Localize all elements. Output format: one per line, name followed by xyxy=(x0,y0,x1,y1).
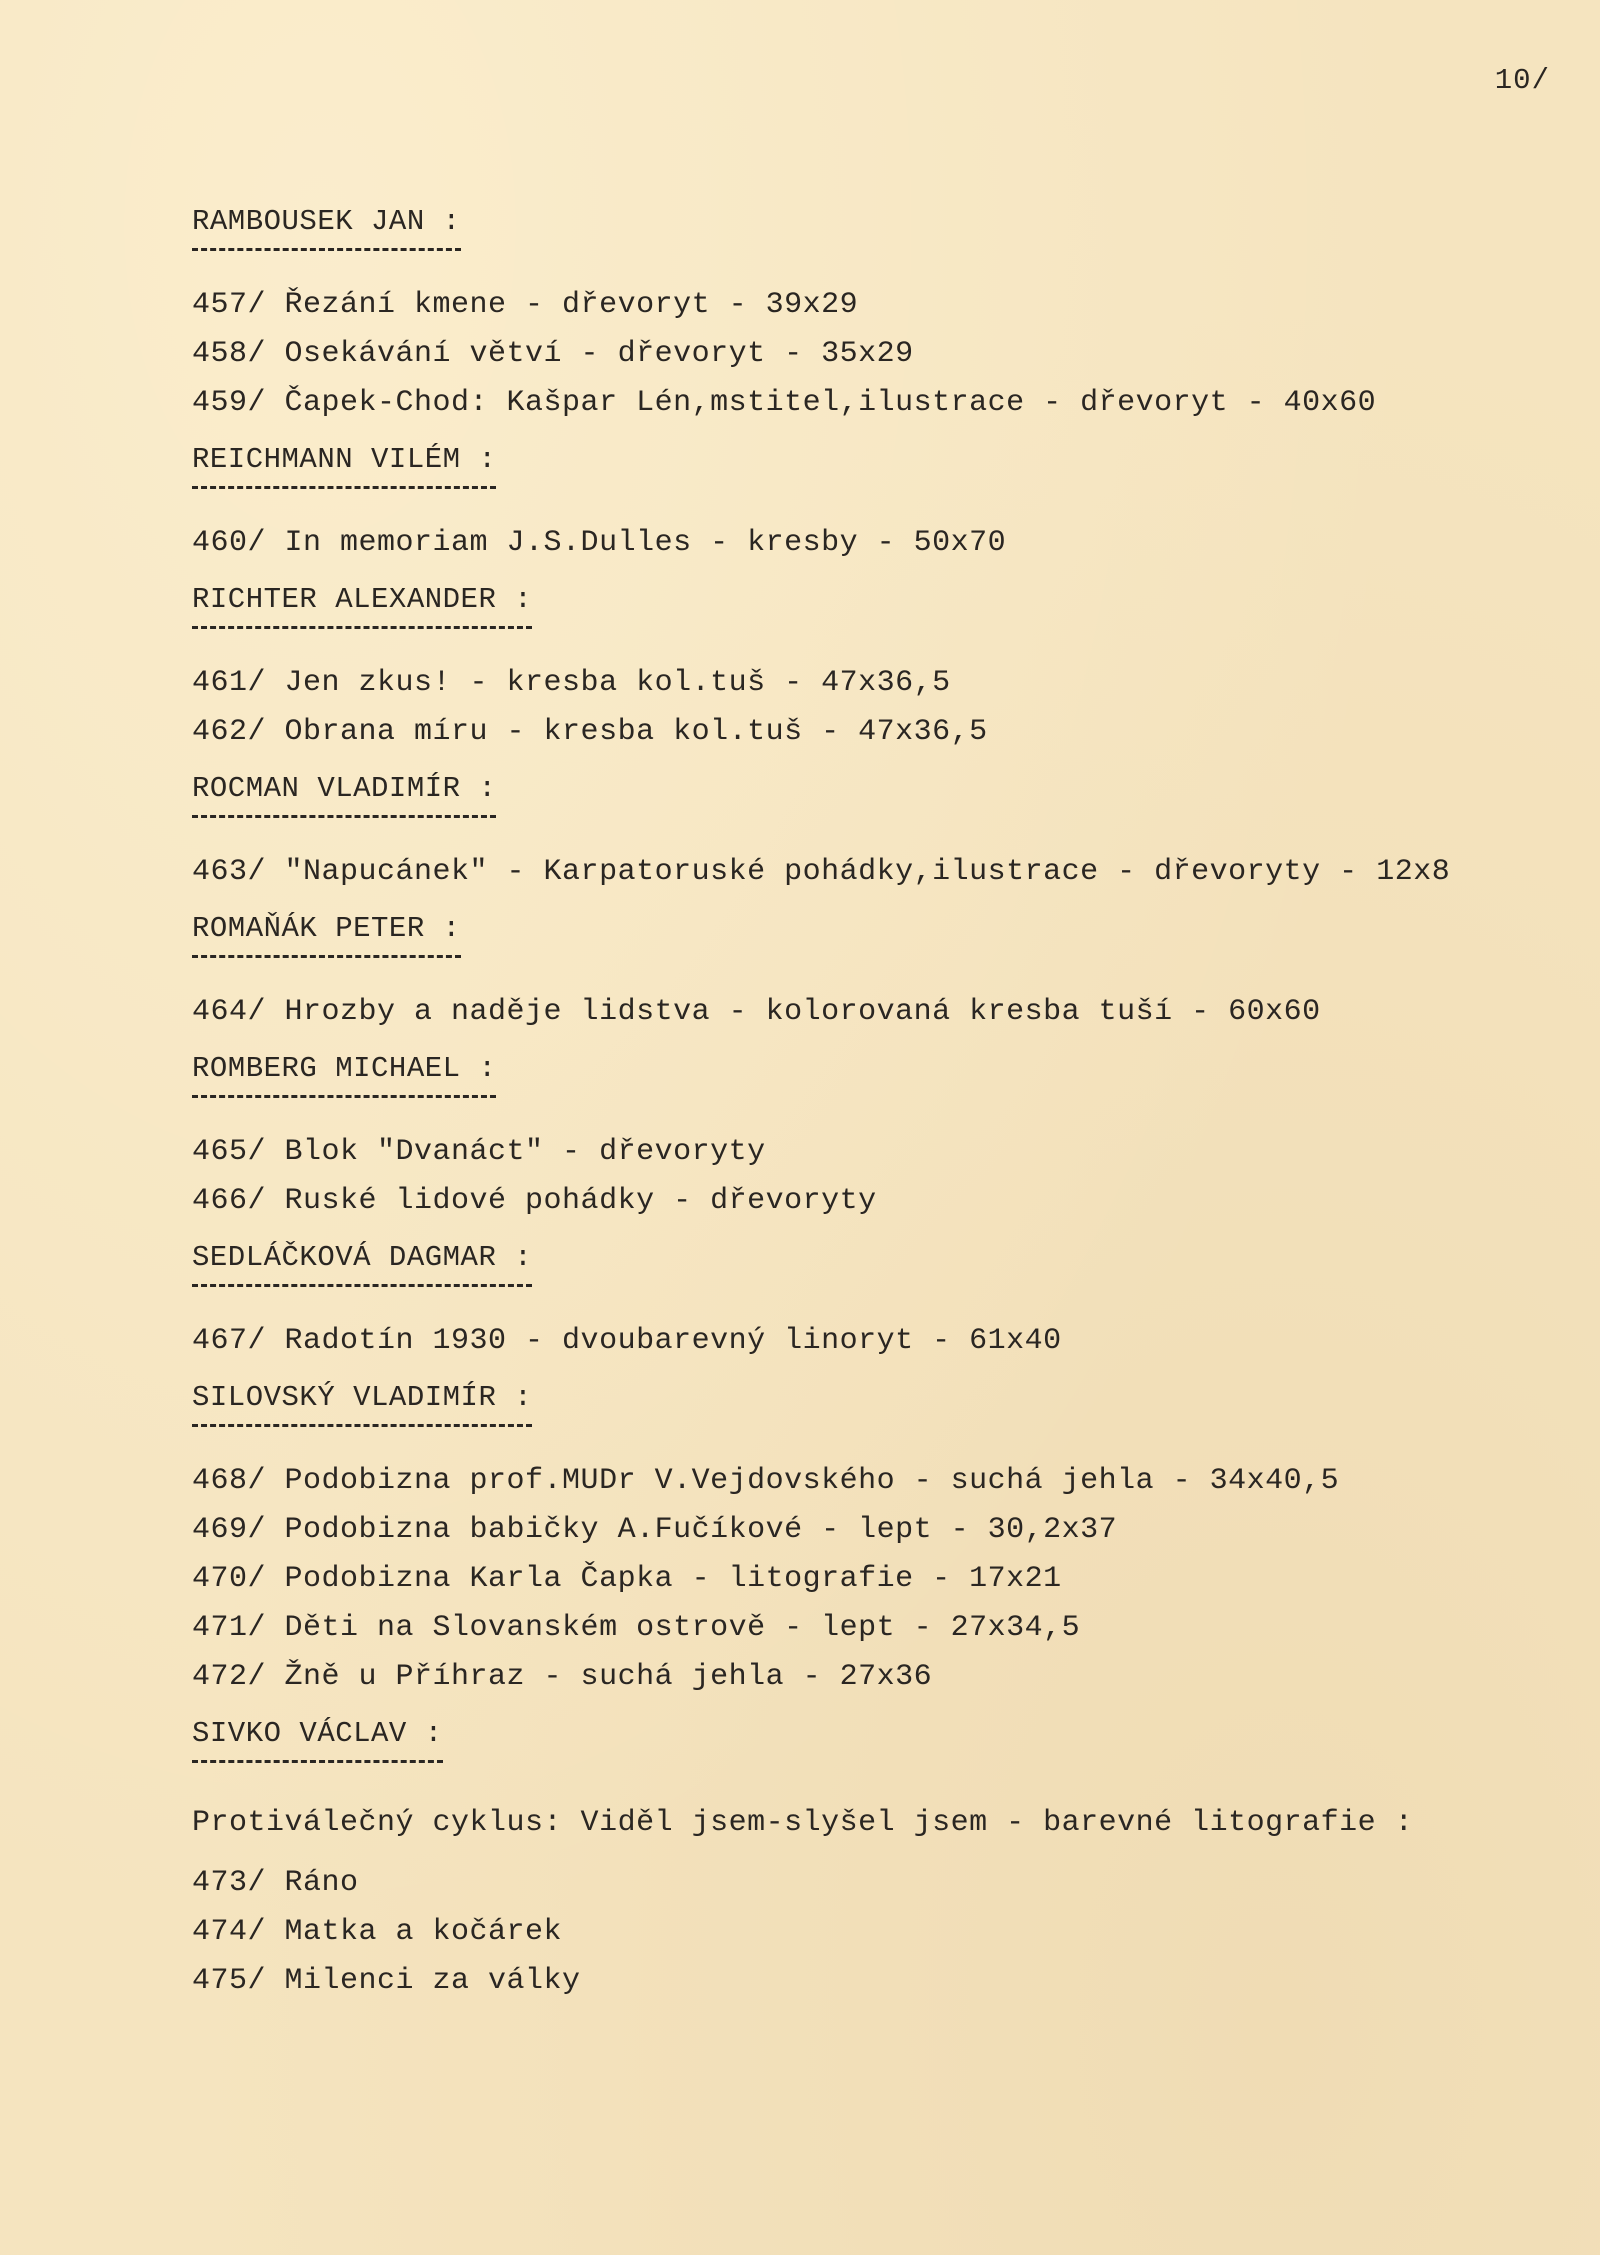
heading-underline xyxy=(192,1284,532,1287)
catalog-entry: 472/ Žně u Příhraz - suchá jehla - 27x36 xyxy=(192,1660,933,1694)
artist-name: RICHTER ALEXANDER : xyxy=(192,583,533,616)
artist-heading xyxy=(192,1049,496,1128)
catalog-entry: 457/ Řezání kmene - dřevoryt - 39x29 xyxy=(192,288,859,322)
heading-underline xyxy=(192,1424,532,1427)
catalog-entry: 463/ "Napucánek" - Karpatoruské pohádky,ilustrace - dřevoryty - 12x8 xyxy=(192,855,1451,889)
catalog-list xyxy=(192,190,1562,2006)
artist-section xyxy=(192,1366,1562,1702)
artist-name: REICHMANN VILÉM : xyxy=(192,443,497,476)
artist-name: ROMAŇÁK PETER : xyxy=(192,912,461,945)
artist-name: ROMBERG MICHAEL : xyxy=(192,1052,497,1085)
heading-underline xyxy=(192,486,496,489)
artist-section xyxy=(192,190,1562,428)
catalog-entry: 469/ Podobizna babičky A.Fučíkové - lept - 30,2x37 xyxy=(192,1513,1118,1547)
catalog-entry: 458/ Osekávání větví - dřevoryt - 35x29 xyxy=(192,337,914,371)
artist-heading xyxy=(192,1238,532,1317)
cycle-intro: Protiválečný cyklus: Viděl jsem-slyšel jsem - barevné litografie : xyxy=(192,1806,1414,1840)
catalog-entry: 468/ Podobizna prof.MUDr V.Vejdovského - suchá jehla - 34x40,5 xyxy=(192,1464,1340,1498)
catalog-entry: 462/ Obrana míru - kresba kol.tuš - 47x36,5 xyxy=(192,715,988,749)
artist-name: ROCMAN VLADIMÍR : xyxy=(192,772,497,805)
catalog-entry: 465/ Blok "Dvanáct" - dřevoryty xyxy=(192,1135,766,1169)
artist-heading xyxy=(192,580,532,659)
artist-section xyxy=(192,428,1562,568)
catalog-entry: 467/ Radotín 1930 - dvoubarevný linoryt - 61x40 xyxy=(192,1324,1062,1358)
artist-heading xyxy=(192,909,461,988)
catalog-entry: 471/ Děti na Slovanském ostrově - lept - 27x34,5 xyxy=(192,1611,1081,1645)
heading-underline xyxy=(192,955,461,958)
heading-underline xyxy=(192,1095,496,1098)
artist-name: SILOVSKÝ VLADIMÍR : xyxy=(192,1381,533,1414)
catalog-entry: 466/ Ruské lidové pohádky - dřevoryty xyxy=(192,1184,877,1218)
heading-underline xyxy=(192,1760,443,1763)
artist-section xyxy=(192,1702,1562,2006)
catalog-entry: 461/ Jen zkus! - kresba kol.tuš - 47x36,5 xyxy=(192,666,951,700)
artist-name: RAMBOUSEK JAN : xyxy=(192,205,461,238)
catalog-entry: 464/ Hrozby a naděje lidstva - kolorovaná kresba tuší - 60x60 xyxy=(192,995,1321,1029)
artist-heading xyxy=(192,440,496,519)
artist-name: SIVKO VÁCLAV : xyxy=(192,1717,443,1750)
artist-heading xyxy=(192,1714,443,1793)
catalog-entry: 460/ In memoriam J.S.Dulles - kresby - 50x70 xyxy=(192,526,1007,560)
catalog-entry: 470/ Podobizna Karla Čapka - litografie - 17x21 xyxy=(192,1562,1062,1596)
page-number: 10/ xyxy=(1494,64,1550,97)
catalog-entry: 459/ Čapek-Chod: Kašpar Lén,mstitel,ilustrace - dřevoryt - 40x60 xyxy=(192,386,1377,420)
catalog-entry: 474/ Matka a kočárek xyxy=(192,1915,563,1949)
artist-section xyxy=(192,897,1562,1037)
artist-section xyxy=(192,1226,1562,1366)
artist-heading xyxy=(192,1378,532,1457)
artist-name: SEDLÁČKOVÁ DAGMAR : xyxy=(192,1241,533,1274)
artist-section xyxy=(192,1037,1562,1226)
catalog-entry: 473/ Ráno xyxy=(192,1866,359,1900)
artist-section xyxy=(192,757,1562,897)
artist-heading xyxy=(192,769,496,848)
catalog-entry: 475/ Milenci za války xyxy=(192,1964,581,1998)
artist-heading xyxy=(192,202,461,281)
artist-section xyxy=(192,568,1562,757)
heading-underline xyxy=(192,626,532,629)
heading-underline xyxy=(192,248,461,251)
heading-underline xyxy=(192,815,496,818)
